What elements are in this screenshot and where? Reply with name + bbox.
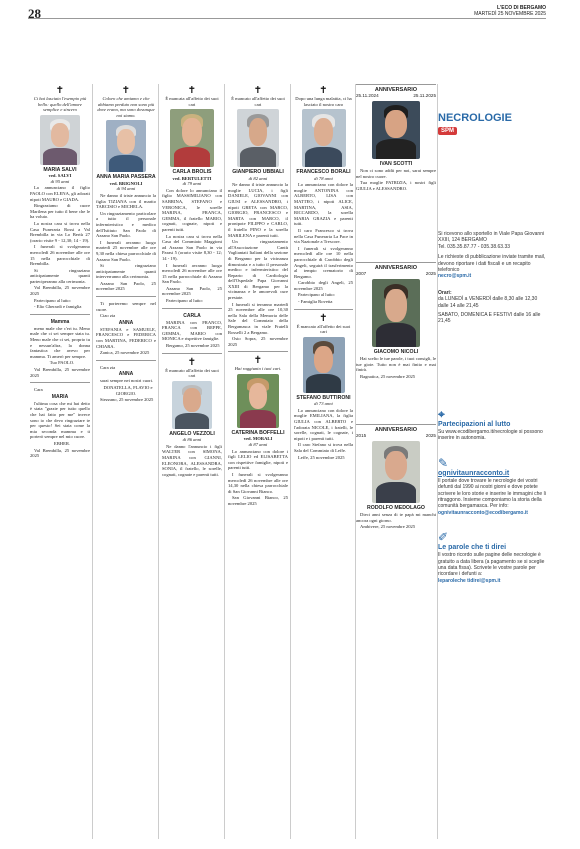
deceased-age: di 94 anni xyxy=(116,186,136,192)
portal-section xyxy=(438,456,548,516)
message-place-date: Bergamo, 25 novembre 2025 xyxy=(166,343,220,349)
obituary-text: Si ringraziano anticipatamente quanti parteciperanno alla cerimonia. xyxy=(30,267,90,284)
obituary-text: Lo annunciano con dolore la moglie ANTONINA con ALBERTO, LISA con MATTEO, i nipoti ALICE, MARTINA, ASIA, RICCARDO, la sorella MARIA GRAZIA e parenti tutti. xyxy=(294,182,353,227)
message-heading: ANNA xyxy=(118,319,134,326)
anniversary-place-date: Ambivere, 25 novembre 2025 xyxy=(360,524,416,530)
message-salutation: Ciao zia xyxy=(100,313,116,319)
anniversary-date: 2025 xyxy=(425,433,436,438)
deceased-subtitle: ved. BRIGNOLI xyxy=(109,180,143,186)
hours-heading: Orari: xyxy=(438,289,452,296)
deceased-name: CARLA BROLIS xyxy=(172,169,212,176)
anniversary-date: 2025 xyxy=(425,271,436,276)
anniversary-date: 25.11.2024 xyxy=(356,93,379,98)
deceased-name: STEFANO BUTTIRONI xyxy=(296,394,351,401)
column-divider xyxy=(158,84,159,839)
obituary-text: I funerali avranno luogo martedì 25 novembre alle ore 9,30 nella chiesa parrocchiale di Azzano San Paolo. xyxy=(96,239,156,262)
portrait-photo xyxy=(237,109,279,167)
online-section xyxy=(438,407,548,442)
anniversary-text: Non ci sono addii per noi, sarai sempre nel nostro cuore. xyxy=(356,168,436,179)
anniversary-heading: ANNIVERSARIO xyxy=(356,262,436,271)
message-signature: Tuo PAOLO. xyxy=(49,360,75,366)
column-divider xyxy=(224,84,225,839)
separator xyxy=(228,351,288,352)
deceased-name: MARIA SALVI xyxy=(43,166,77,173)
portrait-photo xyxy=(40,115,80,165)
words-section xyxy=(438,530,548,584)
office-phone: Tel. 035.35.87.77 - 035.38.63.33 xyxy=(438,243,511,250)
anniversary-block xyxy=(356,262,436,380)
message-heading: MARIA xyxy=(51,393,69,400)
obituary-text: Il caro Francesco si trova nella Casa Funeraria La Pace in via Nazionale a Trescore. xyxy=(294,227,353,245)
necro-email-link[interactable]: necro@spm.it xyxy=(438,273,472,280)
obituary-text: La annunciano il figlio PAOLO con ELENA, gli adorati nipoti MAURO e GIADA. xyxy=(30,185,90,202)
message-salutation: Cara xyxy=(34,387,43,393)
cross-icon: ✝ xyxy=(187,356,197,368)
sidebar-title: NECROLOGIE xyxy=(438,112,512,124)
participants-label: Partecipano al lutto: xyxy=(34,297,71,303)
message-signature: EBHER. xyxy=(53,440,71,446)
portrait-photo xyxy=(237,374,279,428)
anniversary-dates xyxy=(356,271,436,277)
obituary-text: Lo annunciano con dolore i figli LELIO ed ELISABETTA con rispettive famiglie, nipoti e parenti tutti. xyxy=(228,448,288,471)
obituary-intro: È mancato all'affetto dei suoi cari xyxy=(165,367,219,379)
separator xyxy=(30,382,90,383)
participants-label: Partecipano al lutto: xyxy=(298,292,335,298)
deceased-age: di 79 anni xyxy=(182,181,202,187)
anniversary-block xyxy=(356,84,436,192)
obituary-text: I funerali si svolgeranno mercoledì 26 novembre alle ore 15 nella parrocchiale di Brembilla. xyxy=(30,244,90,267)
participant: - Famiglia Rovetta xyxy=(298,299,333,305)
obituary-column-2 xyxy=(94,86,158,404)
obituary-column-5 xyxy=(292,86,355,461)
message-text: STEFANIA e SAMUELE, FRANCESCO e FEDERICA con MARTINA, FEDERICO e CHIARA. xyxy=(96,326,156,349)
cross-icon: ✝ xyxy=(319,86,328,96)
portrait-photo xyxy=(106,120,146,172)
obituary-text: Ne danno il triste annuncio la moglie LUCIA, i figli DANIELE, GIOVANNI con GIUSI e ALESSANDRO, i nipoti GRETA con MARCO, GIORGIO, FRANCESCO e MARTA con MARCO, il pronipote FILIPPO e CARLO, il fratello PINO e la sorella MARILENA e parenti tutti. xyxy=(228,182,288,238)
obituary-quote: Ci hai lasciato l'esempio più bello: quello dell'amore semplice e sincero xyxy=(33,96,87,113)
anniversary-heading: ANNIVERSARIO xyxy=(356,84,436,93)
obituary-text: Il caro Stefano si trova nella Sala del Commiato di Leffe. xyxy=(294,442,353,453)
publication-date: MARTEDÌ 25 NOVEMBRE 2025 xyxy=(474,11,546,17)
deceased-name: GIANPIERO UBBIALI xyxy=(232,169,284,176)
message-text: l'ultima cosa che mi hai detto è stata "grazie per tutto quello che hai fatto per me" invece sono io che devo ringraziare te per questo! Sei stata come la mia seconda mamma e ti porterò sempre nel mio cuore. xyxy=(30,400,90,440)
message-place-date: Stezzano, 25 novembre 2025 xyxy=(100,397,154,403)
hours-weekdays: da LUNEDÌ a VENERDÌ dalle 8,30 alle 12,30 dalle 14 alle 21,45 xyxy=(438,296,538,309)
obituary-text: Un ringraziamento particolare a tutto il personale infermieristico e medico dell'Istituto San Paolo di Azzano San Paolo. xyxy=(96,210,156,239)
office-address: Si ricevono allo sportello in Viale Papa Giovanni XXIII, 124 BERGAMO xyxy=(438,231,545,244)
portal-link[interactable]: ognivitaunracconto.it xyxy=(438,469,510,477)
obituary-text: Ne danno l'annuncio i figli WALTER con SIMONA, MARINA con GIANNI, ELEONORA, ALESSANDRA, SONIA, il fratello, le sorelle, cognati, cognate e parenti tutti. xyxy=(162,443,222,477)
email-requirements: Le richieste di pubblicazione inviate tramite mail, devono riportare i dati fiscali e un recapito telefonico xyxy=(438,254,546,274)
hours-weekend: SABATO, DOMENICA E FESTIVI dalle 16 alle 21,45 xyxy=(438,312,541,325)
anniversary-place-date: Bagnatica, 25 novembre 2025 xyxy=(360,373,416,379)
anniversary-dates xyxy=(356,433,436,439)
publication-info xyxy=(474,5,546,17)
deceased-name: ANNA MARIA PASSERA xyxy=(96,174,156,181)
obituary-quote: Hai raggiunto i tuoi cari. xyxy=(234,366,282,372)
separator xyxy=(162,308,222,309)
words-text: Il vostro ricordo sulle pagine delle necrologie è gratuito a data libera (a pagamento se si sceglie una data fissa). Scrivete le vostre parole per ricordare i defunti a: xyxy=(438,552,545,578)
deceased-age: di 87 anni xyxy=(248,442,268,447)
message-salutation: Cara zia xyxy=(100,364,116,370)
header-rule xyxy=(28,18,546,19)
message-place-date: Zanica, 25 novembre 2025 xyxy=(100,350,150,356)
deceased-name: GIACOMO NICOLI xyxy=(373,348,419,355)
portrait-photo xyxy=(372,279,420,347)
deceased-name: ANGELO VEZZOLI xyxy=(169,430,215,437)
words-heading: Le parole che ti direi xyxy=(438,544,507,552)
separator xyxy=(96,360,156,361)
page-number: 28 xyxy=(28,6,41,21)
deceased-age: di 73 anni xyxy=(314,401,333,407)
obituary-intro: È mancata all'affetto dei suoi cari xyxy=(165,96,219,107)
cross-icon: ✝ xyxy=(121,86,131,96)
spm-logo: SPM xyxy=(438,127,457,135)
mouse-click-icon: ⌖ xyxy=(438,406,445,421)
obituary-text: La nostra cara si trova nella Casa Funeraria Rossi a Val Brembilla in via Lo Bertù 27 (orario visite 9 - 12,30; 14 - 19). xyxy=(30,220,90,243)
obituary-place-date: San Giovanni Bianco, 25 novembre 2025 xyxy=(228,495,288,506)
obituary-column-3 xyxy=(160,86,224,478)
anniversary-dates xyxy=(356,93,436,99)
portrait-photo xyxy=(372,441,420,503)
message-place-date: Val Brembilla, 25 novembre 2025 xyxy=(30,447,90,459)
deceased-age: di 82 anni xyxy=(248,175,268,181)
portal-email-link[interactable]: ognivitaunracconto@ecodibergamo.it xyxy=(438,509,528,516)
deceased-age: di 78 anni xyxy=(314,175,333,181)
necrologie-sidebar xyxy=(438,84,548,584)
obituary-quote: Coloro che amiamo e che abbiamo perduto non sono più dove erano, ma sono dovunque noi siamo. xyxy=(97,96,155,118)
book-icon: ✎ xyxy=(438,455,449,470)
obituary-text: I funerali si svolgeranno mercoledì 26 novembre alle ore 14,30 nella chiesa parrocchiale di San Giovanni Bianco. xyxy=(228,471,288,494)
anniversary-heading: ANNIVERSARIO xyxy=(356,424,436,433)
publication-name: L'ECO DI BERGAMO xyxy=(497,5,546,11)
portrait-photo xyxy=(170,109,214,167)
deceased-age: di 95 anni xyxy=(50,178,70,184)
online-text: Su www.ecodibergamo.it/necrologie si possono inserire in autonomia. xyxy=(438,428,543,442)
anniversary-date: 2007 xyxy=(356,271,367,276)
message-place-date: Val Brembilla, 25 novembre 2025 xyxy=(30,367,90,378)
deceased-name: CATERINA BOFFELLI xyxy=(231,430,285,436)
anniversary-text: Tua moglie PATRIZIA, i nostri figli GIULIA e ALESSANDRO. xyxy=(356,180,436,191)
portrait-photo xyxy=(303,337,345,393)
separator xyxy=(30,314,90,315)
message-text: MARINA con FRANCO, FRANCA con BEPPE, GEMMA, MARIO con MONICA e rispettive famiglie. xyxy=(162,319,222,342)
obituary-text: La nostra cara si trova nella Casa del Commiato Maggioni ad Azzano San Paolo in via Parasi 5 (orario visite 8,30 - 12; 14 - 19). xyxy=(162,233,222,261)
message-text: Ti porteremo sempre nel cuore. xyxy=(96,301,156,312)
cross-icon: ✝ xyxy=(253,355,263,367)
deceased-name: FRANCESCO BORALI xyxy=(296,169,351,176)
column-divider xyxy=(92,84,93,839)
page-header xyxy=(0,0,580,21)
obituary-text: Lo annunciano con dolore la moglie EMILIANA, la figlia GIULIA con ALBERTO e l'adorata NICOLE, i fratelli, le sorelle, cognati, le cognate, i nipoti e i parenti tutti. xyxy=(294,407,353,441)
pen-icon: ✐ xyxy=(438,530,449,545)
cross-icon: ✝ xyxy=(319,312,328,324)
obituary-column-4 xyxy=(226,86,290,508)
cross-icon: ✝ xyxy=(187,86,197,96)
obituary-place-date: Carobbio degli Angeli, 25 novembre 2025 xyxy=(294,280,353,291)
obituary-intro: È mancato all'affetto dei suoi cari xyxy=(296,323,351,335)
portal-text: Il portale dove trovare le necrologie dei vostri defunti dal 1990 ai nostri giorni e dove potete scrivere le loro storie e inserire le immagini che li ritraggono. Insieme componiamo la storia della comunità bergamasca. Per info: xyxy=(438,477,546,510)
deceased-subtitle: ved. SALVI xyxy=(48,173,72,179)
anniversary-text: Hai scelto le tue parole, i tuoi consigli, le tue gioie. Tutto non è mai finito e mai finirà. xyxy=(356,356,436,373)
message-signature: DONATELLA, FLAVIO e GIORGIO. xyxy=(103,385,153,396)
obituary-place-date: Azzano San Paolo, 25 novembre 2025 xyxy=(162,285,222,297)
message-text: sarai sempre nei nostri cuori. xyxy=(100,378,154,384)
obituary-intro: Dopo una lunga malattia, ci ha lasciato il nostro caro xyxy=(295,96,352,107)
message-heading: Mamma xyxy=(50,318,70,325)
portrait-photo xyxy=(372,101,420,159)
message-text: meno male che c'eri tu. Meno male che ci sei sempre stata tu. Meno male che ci sei, proprio tu e nessun'altra, la donna fantastica che avevo per mamma. Ti amerò per sempre. xyxy=(30,325,90,359)
obituary-text: I funerali avranno luogo mercoledì 26 novembre alle ore 15 nella parrocchiale di Azzano San Paolo. xyxy=(162,262,222,285)
obituary-place-date: Osio Sopra, 25 novembre 2025 xyxy=(228,336,288,347)
obituary-place-date: Azzano San Paolo, 25 novembre 2025 xyxy=(96,280,156,292)
deceased-subtitle: ved. BERTULETTI xyxy=(172,175,212,181)
message-heading: CARLA xyxy=(183,312,201,319)
deceased-name: IVAN SCOTTI xyxy=(379,160,413,167)
obituary-intro: È mancato all'affetto dei suoi cari xyxy=(231,96,285,107)
obituary-text: Un ringraziamento all'Associazione Cantù Vagliantati Italiani della sezione di Bergamo per la vicinanza dimostrata e a tutto il personale medico e infermieristico del Reparto di Cardiologia dell'Ospedale Papa Giovanni XXIII di Bergamo per la vicinanza e le amorevoli cure prestate. xyxy=(228,239,288,301)
obituary-place-date: Val Brembilla, 25 novembre 2025 xyxy=(30,285,90,297)
obituary-text: I funerali si svolgeranno mercoledì alle ore 10 nella parrocchiale di Carobbio degli Angeli, seguirà il trasferimento al tempio crematorio di Bergamo. xyxy=(294,245,353,279)
cross-icon: ✝ xyxy=(253,86,263,96)
anniversary-block xyxy=(356,424,436,531)
cross-icon: ✝ xyxy=(55,86,65,96)
obituary-column-1 xyxy=(28,86,92,460)
separator xyxy=(96,296,156,297)
participant: - Elio Gherardi e famiglia xyxy=(34,304,82,310)
message-heading: ANNA xyxy=(118,371,134,378)
obituary-place-date: Leffe, 25 novembre 2025 xyxy=(298,454,345,460)
column-divider xyxy=(290,84,291,839)
obituary-text: Ringraziamo di cuore Marilena per tutto il bene che le ha voluto. xyxy=(30,203,90,220)
words-email-link[interactable]: leparoleche tidirei@spm.it xyxy=(438,577,501,584)
online-heading: Partecipazioni al lutto xyxy=(438,420,511,428)
anniversary-date: 2015 xyxy=(356,433,367,438)
deceased-age: di 86 anni xyxy=(182,437,202,443)
participants-label: Partecipano al lutto: xyxy=(166,298,203,304)
deceased-name: RODOLFO MEDOLAGO xyxy=(367,504,425,511)
anniversary-text: Dieci anni senza di te papà mi manchi ancora ogni giorno. xyxy=(356,512,436,523)
deceased-subtitle: ved. MORALI xyxy=(243,436,273,442)
obituary-text: Si ringraziano anticipatamente quanti interverranno alla cerimonia. xyxy=(96,263,156,280)
portrait-photo xyxy=(302,109,346,167)
portrait-photo xyxy=(172,381,212,429)
separator xyxy=(162,353,222,354)
obituary-text: Ne danno il triste annuncio la figlia TIZIANA con il marito TARCISIO e MICHELA. xyxy=(96,192,156,210)
obituary-text: I funerali si terranno martedì 25 novembre alle ore 10,30 nella Sala della Memoria delle Sale del Commiato della Bergamasca in viale Fratelli Rosselli 2 a Bergamo. xyxy=(228,301,288,335)
anniversary-date: 25.11.2025 xyxy=(413,93,436,98)
separator xyxy=(294,309,353,310)
obituary-text: Con dolore lo annunciano il figlio MASSIMILIANO con SABRINA, STEFANO e VERONICA, le sorelle MARINA, FRANCA, GEMMA, il fratello MARIO, cognati, cognate, nipoti e parenti tutti. xyxy=(162,187,222,232)
